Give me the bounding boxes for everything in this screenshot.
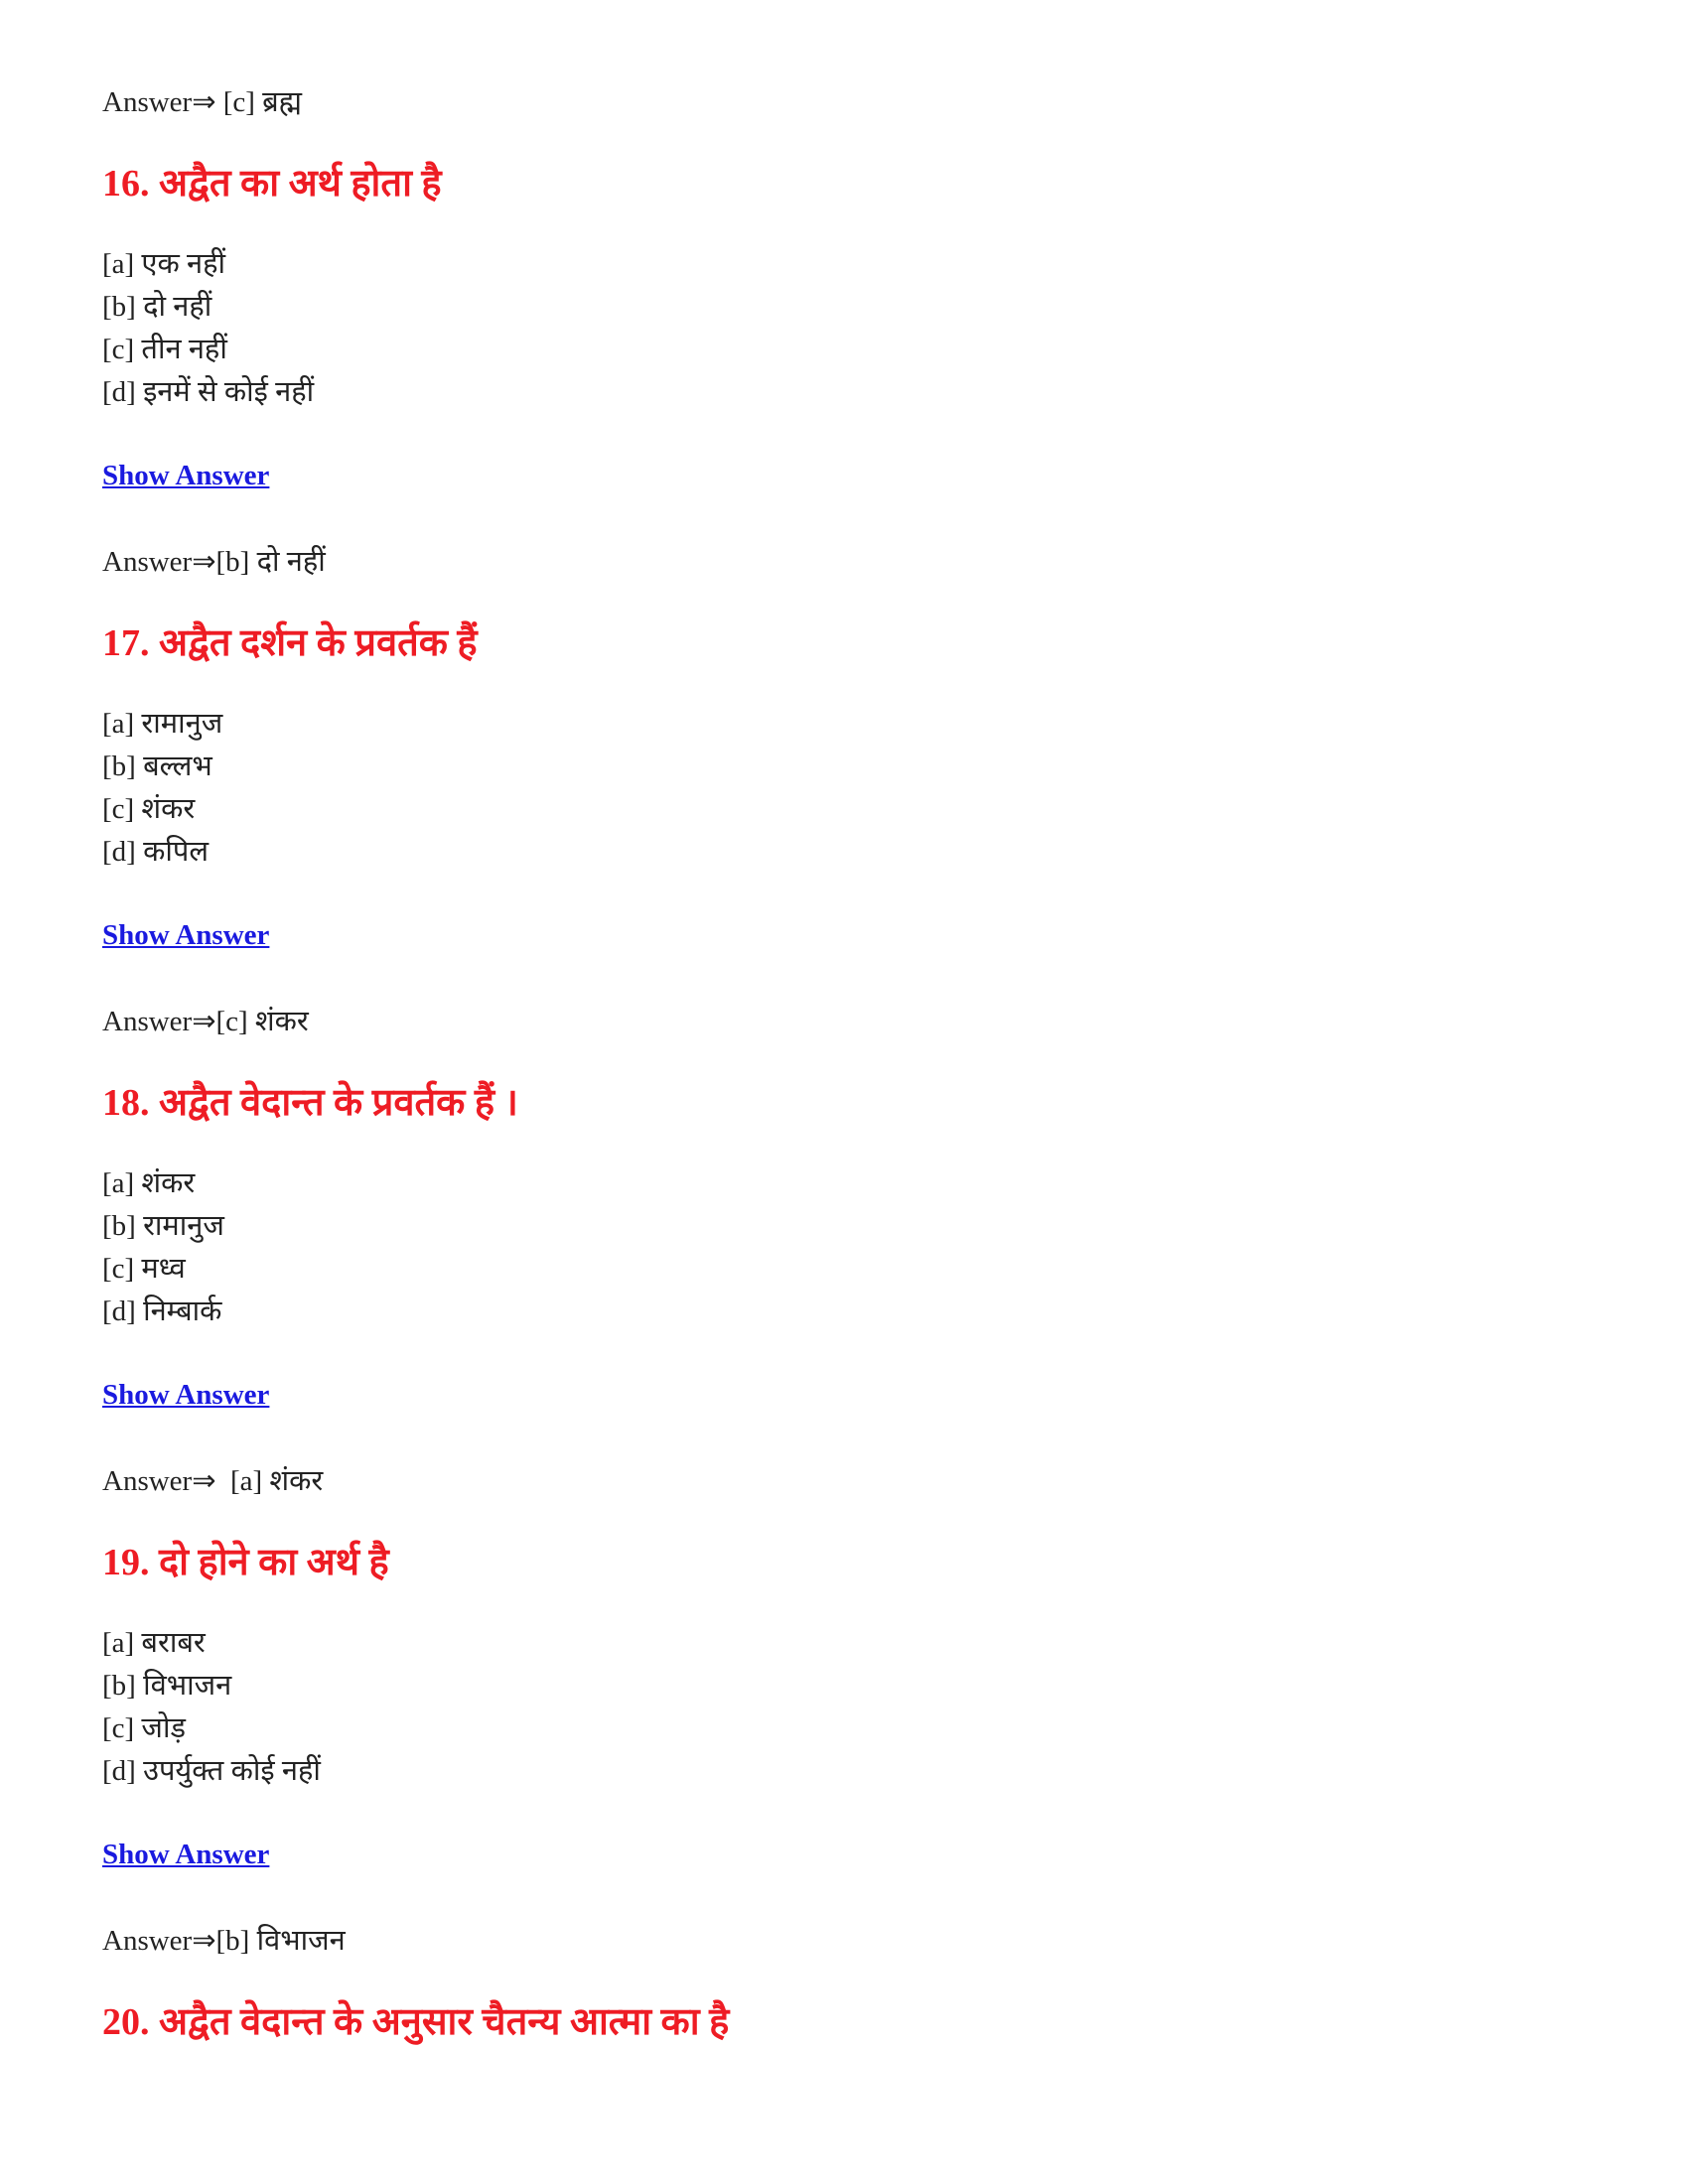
option-d: [d] उपर्युक्त कोई नहीं (102, 1755, 321, 1787)
option-a: [a] बराबर (102, 1627, 206, 1659)
question-block-19 (102, 1538, 729, 1963)
question-title: 16. अद्वैत का अर्थ होता है (102, 163, 442, 205)
question-block-16 (102, 159, 729, 584)
show-answer-link[interactable]: Show Answer (102, 1379, 270, 1411)
question-title: 17. अद्वैत दर्शन के प्रवर्तक हैं (102, 622, 478, 664)
answer-text: Answer⇒[b] दो नहीं (102, 546, 326, 578)
option-a: [a] शंकर (102, 1167, 196, 1199)
question-block-18 (102, 1078, 729, 1503)
answer-text: Answer⇒[b] विभाजन (102, 1925, 346, 1957)
option-d: [d] कपिल (102, 836, 209, 868)
quiz-content (102, 81, 729, 2082)
option-b: [b] विभाजन (102, 1670, 232, 1702)
question-title-20: 20. अद्वैत वेदान्त के अनुसार चैतन्य आत्मा का है (102, 2001, 730, 2043)
answer-text: Answer⇒ [c] ब्रह्म (102, 86, 302, 118)
show-answer-link[interactable]: Show Answer (102, 919, 270, 951)
option-a: [a] रामानुज (102, 708, 223, 740)
answer-text: Answer⇒ [a] शंकर (102, 1465, 324, 1497)
option-d: [d] निम्बार्क (102, 1296, 222, 1327)
show-answer-link[interactable]: Show Answer (102, 1839, 270, 1870)
option-c: [c] मध्व (102, 1253, 186, 1285)
show-answer-link[interactable]: Show Answer (102, 460, 270, 491)
option-b: [b] दो नहीं (102, 291, 212, 323)
answer-text: Answer⇒[c] शंकर (102, 1006, 309, 1037)
question-title: 18. अद्वैत वेदान्त के प्रवर्तक हैं । (102, 1082, 518, 1124)
option-b: [b] बल्लभ (102, 751, 212, 782)
option-c: [c] तीन नहीं (102, 334, 227, 365)
question-block-17 (102, 618, 729, 1043)
option-c: [c] जोड़ (102, 1712, 186, 1744)
option-b: [b] रामानुज (102, 1210, 224, 1242)
option-c: [c] शंकर (102, 793, 196, 825)
option-a: [a] एक नहीं (102, 248, 226, 280)
question-title: 19. दो होने का अर्थ है (102, 1542, 389, 1583)
option-d: [d] इनमें से कोई नहीं (102, 376, 315, 408)
